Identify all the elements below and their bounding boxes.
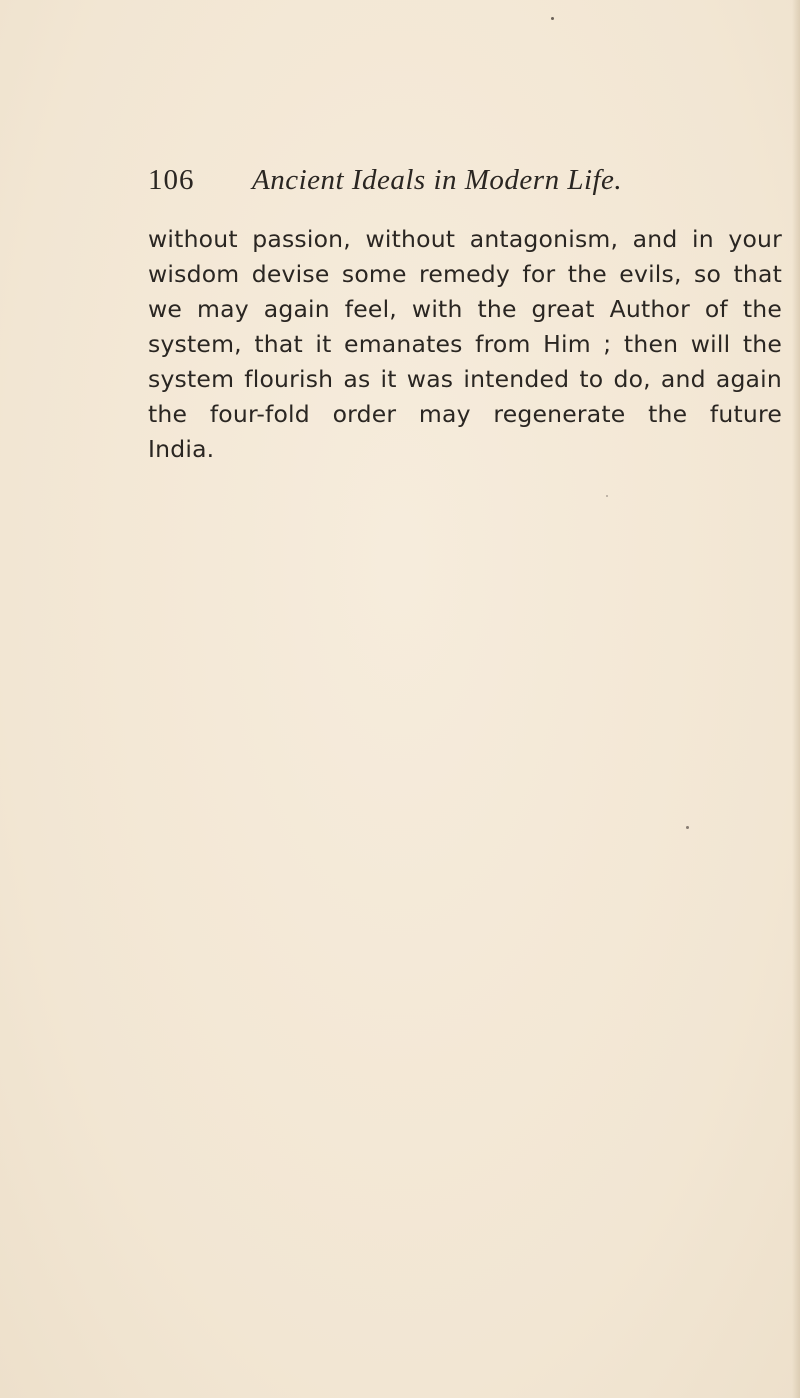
text-line: we may again feel, with the great Author of the <box>148 295 782 323</box>
text-line: wisdom devise some remedy for the evils, so that <box>148 260 782 288</box>
running-title: Ancient Ideals in Modern Life. <box>252 164 623 196</box>
text-line: system, that it emanates from Him ; then will the <box>148 330 782 358</box>
text-line: the four-fold order may regenerate the future <box>148 400 782 428</box>
page-edge-shadow <box>792 0 800 1398</box>
ink-speck <box>686 826 689 829</box>
page-number: 106 <box>148 164 195 196</box>
running-head <box>148 160 678 200</box>
text-line: India. <box>148 435 215 463</box>
ink-speck <box>551 17 554 20</box>
body-paragraph <box>148 222 782 467</box>
text-line: system flourish as it was intended to do, and again <box>148 365 782 393</box>
text-line: without passion, without antagonism, and in your <box>148 225 782 253</box>
ink-speck <box>606 495 608 497</box>
